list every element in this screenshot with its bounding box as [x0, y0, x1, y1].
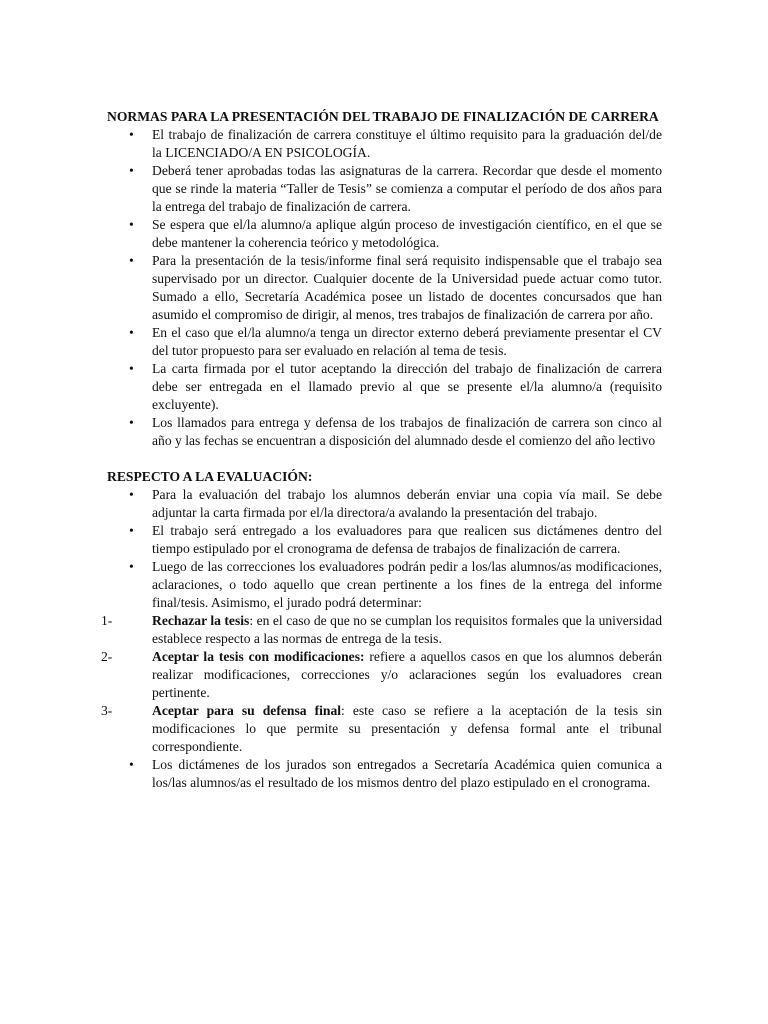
- bullet-item: • Los dictámenes de los jurados son entregados a Secretaría Académica quien comunica a los/las alumnos/as el resultado de los mismos dentro del plazo estipulado en el cronograma.: [107, 756, 662, 792]
- item-bold-label: Aceptar la tesis con modificaciones:: [152, 649, 365, 664]
- numbered-item: [101, 648, 662, 702]
- bullet-item: • El trabajo será entregado a los evaluadores para que realicen sus dictámenes dentro del tiempo estipulado por el cronograma de defensa de trabajos de finalización de carrera.: [107, 522, 662, 558]
- item-text: : este caso se refiere a la aceptación de la tesis sin modificaciones lo que permite su presentación y defensa formal ante el tribunal correspondiente.: [152, 703, 662, 754]
- bullet-item: • Se espera que el/la alumno/a aplique algún proceso de investigación científico, en el que se debe mantener la coherencia teórico y metodológica.: [107, 216, 662, 252]
- item-text: refiere a aquellos casos en que los alumnos deberán realizar modificaciones, correcciones y/o aclaraciones según los evaluadores crean pertinente.: [152, 649, 662, 700]
- bullet-item: • Para la presentación de la tesis/informe final será requisito indispensable que el trabajo sea supervisado por un director. Cualquier docente de la Universidad puede actuar como tutor. Sumado a ello, Secretaría Académica posee un listado de docentes concursados que han asumido el compromiso de dirigir, al menos, tres trabajos de finalización de carrera por año.: [107, 252, 662, 324]
- document-page: [101, 108, 662, 792]
- item-number: 1-: [101, 613, 113, 628]
- section-heading-normas: NORMAS PARA LA PRESENTACIÓN DEL TRABAJO DE FINALIZACIÓN DE CARRERA: [107, 109, 659, 124]
- numbered-item: [101, 702, 662, 756]
- normas-bullet-list: [107, 126, 662, 450]
- item-number: 2-: [101, 649, 113, 664]
- item-bold-label: Rechazar la tesis: [152, 613, 250, 628]
- bullet-item: • Luego de las correcciones los evaluadores podrán pedir a los/las alumnos/as modificaciones, aclaraciones, o todo aquello que crean pertinente a los fines de la entrega del informe final/tesis. Asimismo, el jurado podrá determinar:: [107, 558, 662, 612]
- numbered-item: [101, 612, 662, 648]
- jurado-options-list: [101, 612, 662, 756]
- bullet-item: • Deberá tener aprobadas todas las asignaturas de la carrera. Recordar que desde el momento que se rinde la materia “Taller de Tesis” se comienza a computar el período de dos años para la entrega del trabajo de finalización de carrera.: [107, 162, 662, 216]
- evaluacion-bullet-list: [107, 486, 662, 612]
- section-heading-evaluacion: RESPECTO A LA EVALUACIÓN:: [107, 469, 313, 484]
- bullet-item: • Los llamados para entrega y defensa de los trabajos de finalización de carrera son cinco al año y las fechas se encuentran a disposición del alumnado desde el comienzo del año lectivo: [107, 414, 662, 450]
- bullet-item: • La carta firmada por el tutor aceptando la dirección del trabajo de finalización de carrera debe ser entregada en el llamado previo al que se presente el/la alumno/a (requisito excluyente).: [107, 360, 662, 414]
- bullet-item: • En el caso que el/la alumno/a tenga un director externo deberá previamente presentar el CV del tutor propuesto para ser evaluado en relación al tema de tesis.: [107, 324, 662, 360]
- bullet-item: • El trabajo de finalización de carrera constituye el último requisito para la graduación del/de la LICENCIADO/A EN PSICOLOGÍA.: [107, 126, 662, 162]
- item-number: 3-: [101, 703, 113, 718]
- item-bold-label: Aceptar para su defensa final: [152, 703, 342, 718]
- item-text: : en el caso de que no se cumplan los requisitos formales que la universidad establece respecto a las normas de entrega de la tesis.: [152, 613, 662, 646]
- bullet-item: • Para la evaluación del trabajo los alumnos deberán enviar una copia vía mail. Se debe adjuntar la carta firmada por el/la directora/a avalando la presentación del trabajo.: [107, 486, 662, 522]
- final-bullet-list: [107, 756, 662, 792]
